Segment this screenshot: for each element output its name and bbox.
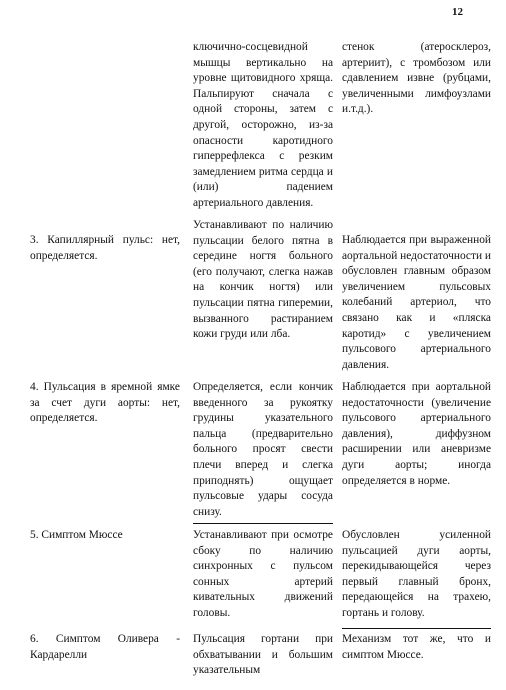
- row-4-explanation: Наблюдается при аортальной недостаточности (увеличение пульсового артериального давления), диффузном расширении или аневризме дуги аорты; иногда определяется в норме.: [342, 381, 491, 487]
- row-5-symptom: 5. Симптом Мюссе: [30, 529, 123, 541]
- top-method-text: ключично-сосцевидной мышцы вертикально на уровне щитовидного хряща. Пальпируют сначала с одной стороны, затем с другой, осторожно, из-за опасности каротидного гиперрефлекса с резким замедлением ритма сердца и (или) падением артериального давления.: [193, 41, 333, 209]
- row-3-method: Устанавливают по наличию пульсации белого пятна в середине ногтя больного (его получают, слегка нажав на кончик ногтя) или пульсации пятна гиперемии, вызванного растиранием кожи груди или лба.: [193, 219, 333, 341]
- row-4-symptom: 4. Пульсация в яремной ямке за счет дуги аорты: нет, определяется.: [30, 381, 180, 425]
- row-6-symptom: 6. Симптом Оливера - Кардарелли: [30, 633, 180, 661]
- row-5-explanation: Обусловлен усиленной пульсацией дуги аорты, перекидывающейся через первый главный бронх, передающейся на трахею, гортань и голову.: [342, 529, 491, 619]
- page-number: 12: [452, 6, 463, 18]
- row-6-explanation: Механизм тот же, что и симптом Мюссе.: [342, 633, 491, 661]
- top-explanation-text: стенок (атеросклероз, артериит), с тромбозом или сдавлением извне (рубцами, увеличенными лимфоузлами и.т.д.).: [342, 41, 491, 116]
- row-3-explanation: Наблюдается при выраженной аортальной недостаточности и обусловлен главным образом увеличением пульсовых колебаний артериол, что связано как и «пляска каротид» с увеличением пульсового артериального давления.: [342, 234, 491, 371]
- row-6-method: Пульсация гортани при обхватывании и большим указательным: [193, 633, 333, 677]
- row-3-symptom: 3. Капиллярный пульс: нет, определяется.: [30, 234, 180, 262]
- row-4-method: Определяется, если кончик введенного за рукоятку грудины указательного пальца (предварительно больного просят свести плечи вперед и слегка приподнять) ощущает пульсовые удары сосуда снизу.: [193, 381, 333, 518]
- row-5-method: Устанавливают при осмотре сбоку по наличию синхронных с пульсом сонных артерий кивательных движений головы.: [193, 529, 333, 619]
- row-6-top-rule: [342, 628, 491, 629]
- row-4-method-underline: [193, 523, 333, 524]
